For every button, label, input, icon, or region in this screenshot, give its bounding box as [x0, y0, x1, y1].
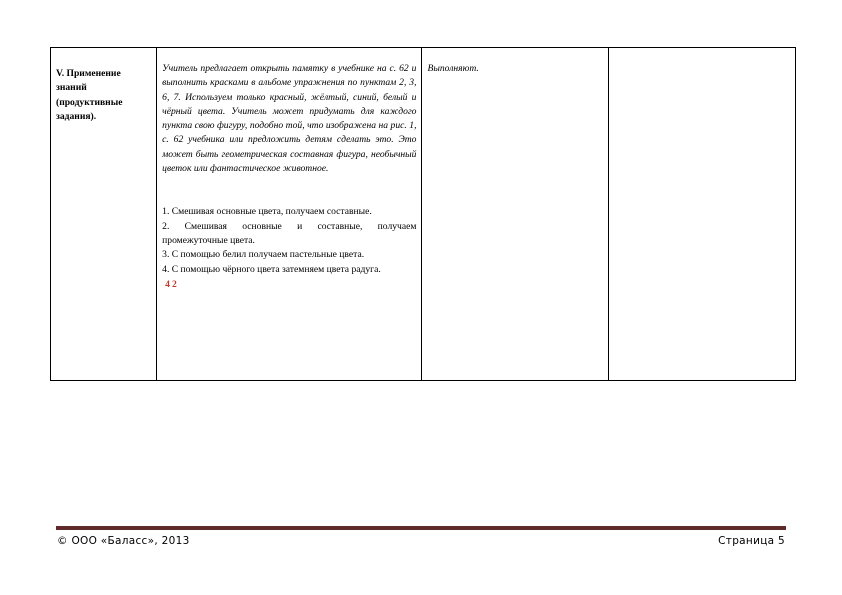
- step-item: 4. С помощью чёрного цвета затемняем цвета радуга.: [162, 263, 381, 275]
- table-row: [51, 48, 796, 381]
- slide-number: 2: [171, 278, 177, 290]
- lesson-table: [50, 47, 796, 381]
- student-activity-text: Выполняют.: [427, 63, 479, 74]
- step-item: 1. Смешивая основные цвета, получаем составные.: [162, 206, 372, 218]
- teacher-instructions: Учитель предлагает открыть памятку в учебнике на с. 62 и выполнить красками в альбоме упражнения по пунктам 2, 3, 6, 7. Используем только красный, жёлтый, синий, белый и чёрный цвета. Учитель может придумать для каждого пункта свою фигуру, подобно той, что изображена на рис. 1, с. 62 учебника или предложить детям сделать это. Это может быть геометрическая составная фигура, необычный цветок или фантастическое животное.: [162, 63, 417, 175]
- footer-rule: [56, 526, 786, 530]
- stage-cell: [51, 48, 157, 381]
- step-item: 2. Смешивая основные и составные, получаем промежуточные цвета.: [162, 220, 417, 246]
- slide-numbers: [165, 278, 416, 292]
- footer-copyright: © ООО «Баласс», 2013: [57, 535, 190, 547]
- notes-cell: [608, 48, 795, 381]
- footer-page-number: Страница 5: [718, 535, 785, 547]
- steps-list: [162, 205, 416, 276]
- student-activity-cell: [422, 48, 608, 381]
- step-item: 3. С помощью белил получаем пастельные цвета.: [162, 249, 365, 261]
- task-cell: [157, 48, 422, 381]
- slide-number: 4: [165, 278, 170, 290]
- stage-title: V. Применение знаний (продуктивные задания).: [56, 68, 123, 122]
